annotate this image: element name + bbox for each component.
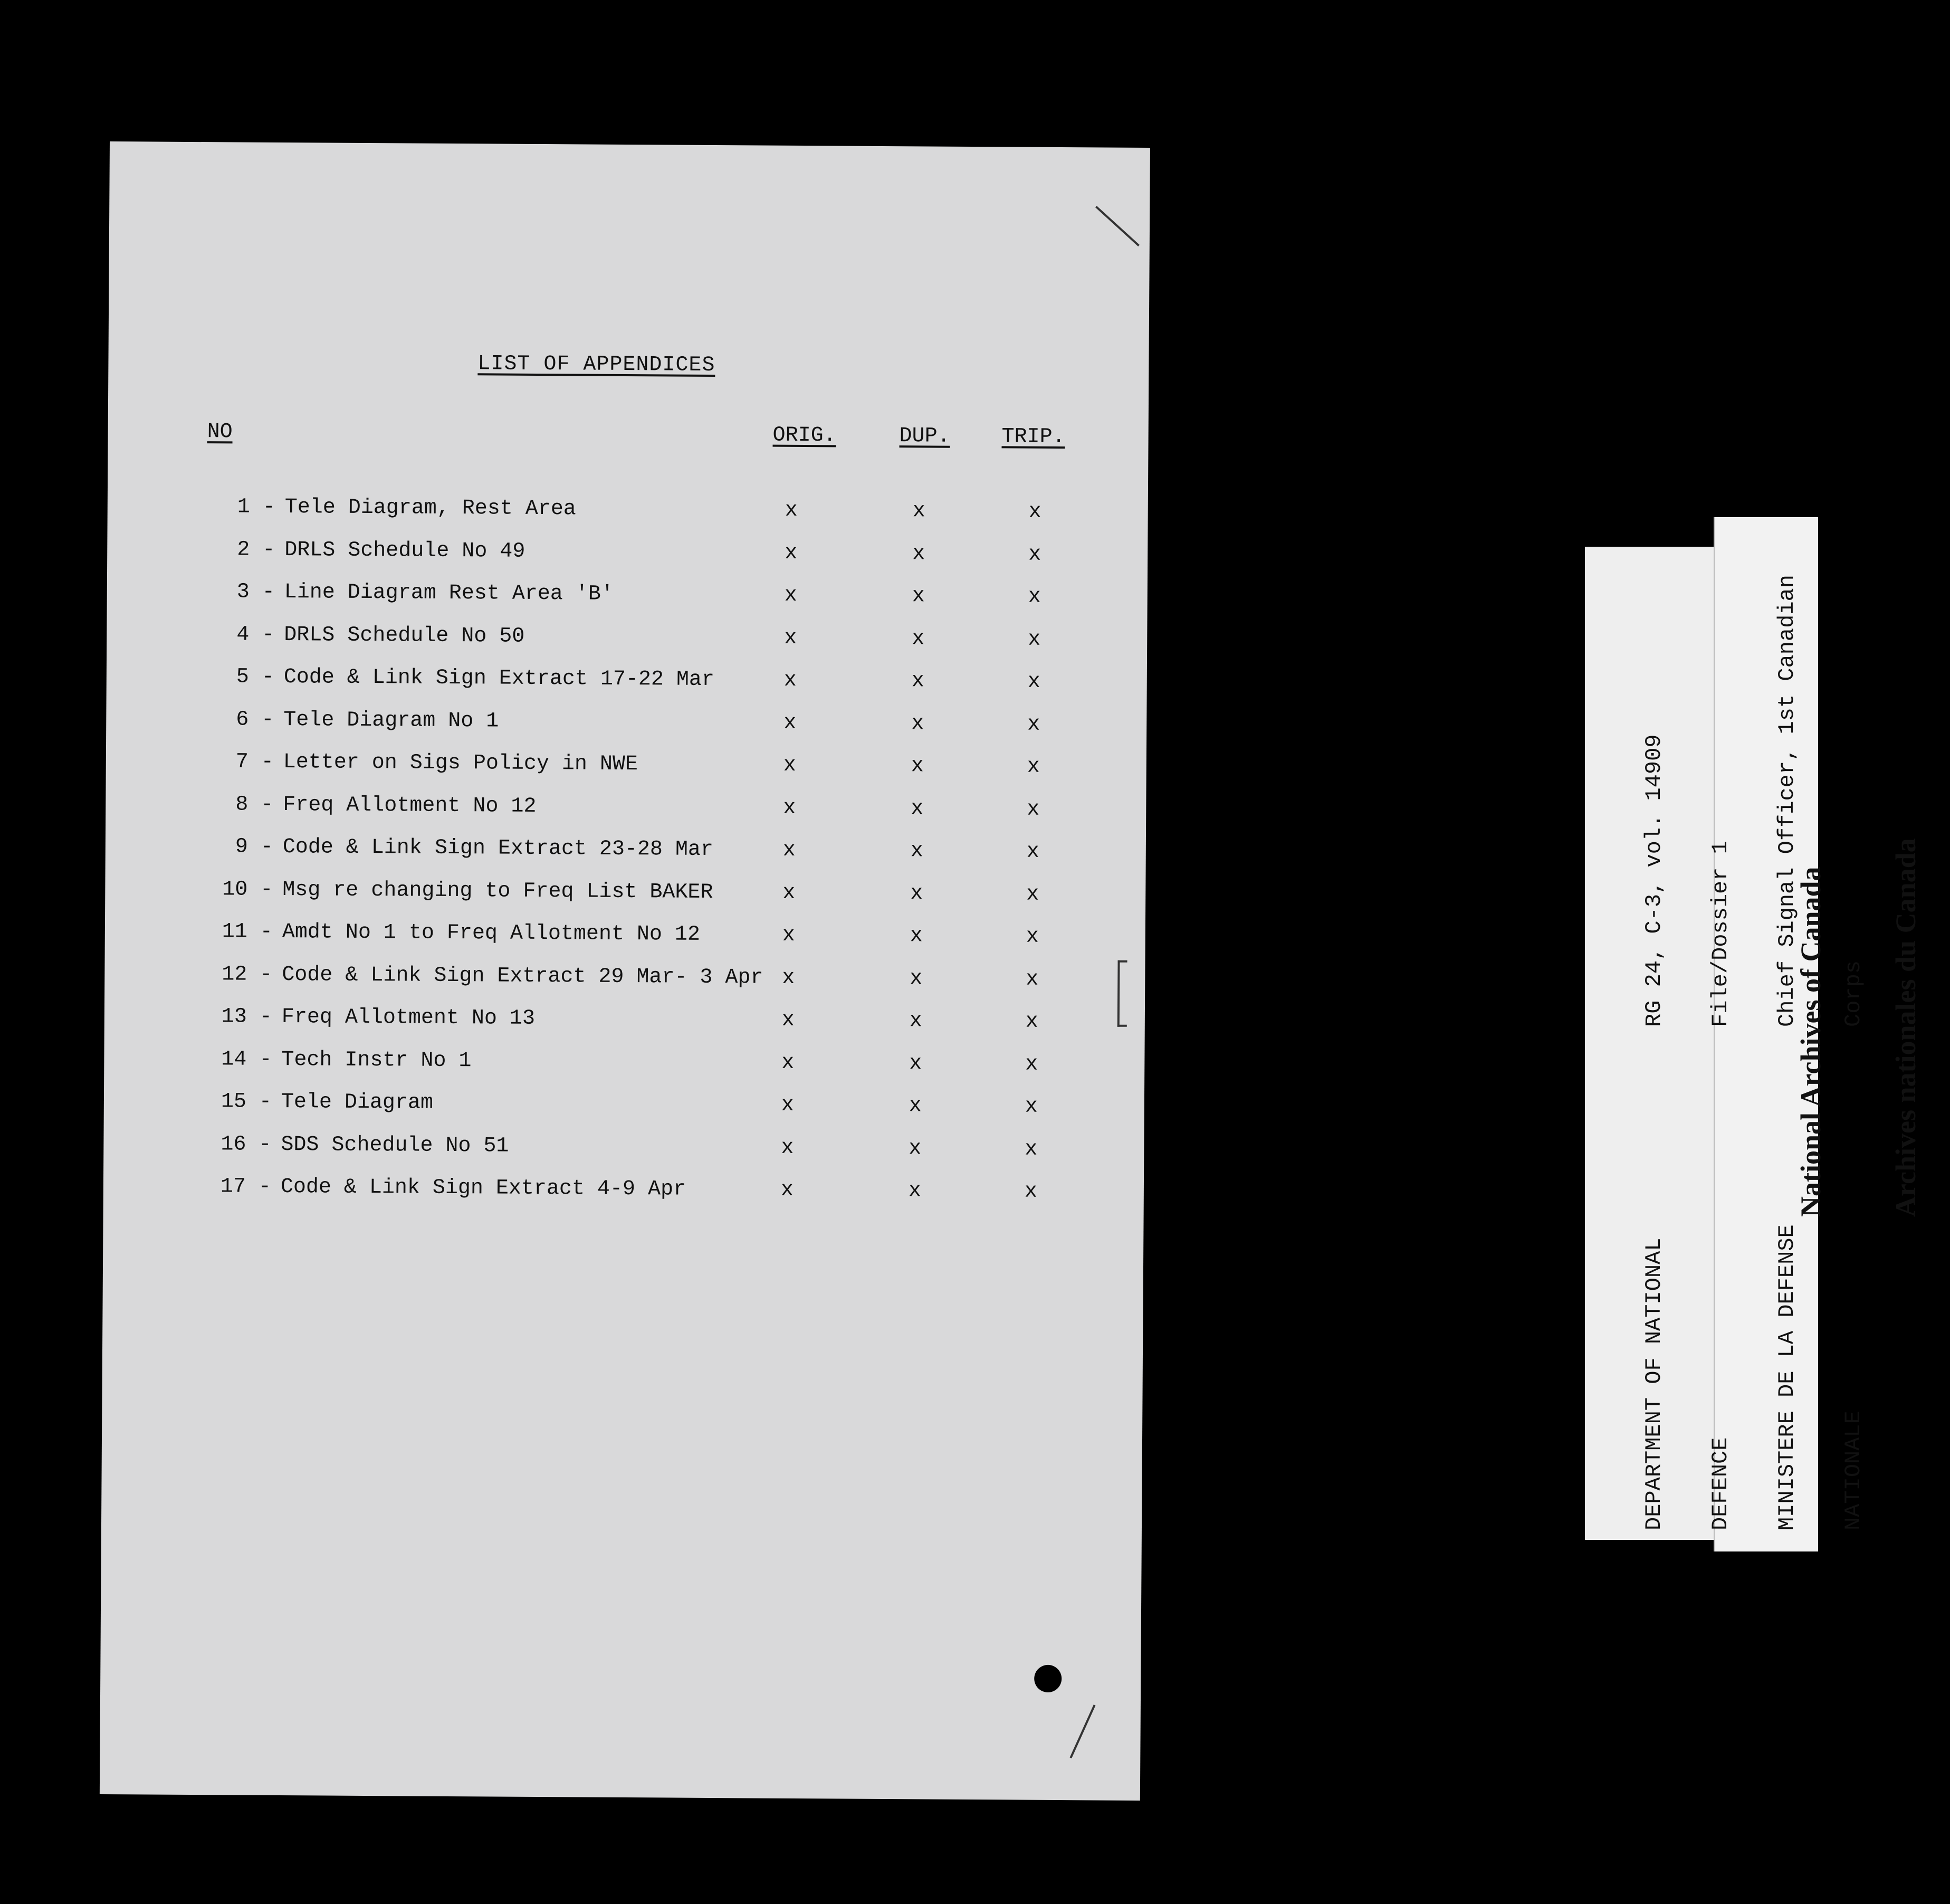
orig-mark: x xyxy=(780,1178,794,1202)
reference-line: Corps xyxy=(1841,960,1866,1027)
dup-mark: x xyxy=(909,1094,922,1118)
appendix-title: Tele Diagram xyxy=(281,1090,434,1115)
dup-mark: x xyxy=(911,669,924,693)
appendix-title: Freq Allotment No 13 xyxy=(281,1005,536,1031)
appendix-number: 17 - xyxy=(220,1175,272,1199)
orig-mark: x xyxy=(782,838,796,862)
reference-line: File/Dossier 1 xyxy=(1708,841,1733,1027)
reference-line: Chief Signal Officer, 1st Canadian xyxy=(1774,575,1800,1027)
trip-mark: x xyxy=(1025,1094,1038,1119)
appendix-title: Tele Diagram, Rest Area xyxy=(284,496,576,521)
appendix-number: 3 - xyxy=(236,580,275,604)
trip-mark: x xyxy=(1028,627,1041,652)
appendix-number: 12 - xyxy=(222,962,273,987)
archives-name-fr: Archives nationales du Canada xyxy=(1890,838,1922,1217)
department-line: DEFENCE xyxy=(1708,1437,1733,1530)
list-item xyxy=(107,666,1147,709)
dup-mark: x xyxy=(909,1051,922,1075)
column-header-dup: DUP. xyxy=(899,424,950,449)
department-line: DEPARTMENT OF NATIONAL xyxy=(1641,1237,1667,1530)
list-item xyxy=(103,1176,1144,1219)
appendix-title: DRLS Schedule No 49 xyxy=(284,538,525,564)
appendix-number: 4 - xyxy=(236,622,275,647)
appendix-title: Msg re changing to Freq List BAKER xyxy=(282,878,713,905)
orig-mark: x xyxy=(785,541,798,565)
appendix-number: 15 - xyxy=(221,1090,272,1114)
appendix-number: 2 - xyxy=(237,537,275,562)
trip-mark: x xyxy=(1025,1010,1038,1034)
dup-mark: x xyxy=(910,881,923,906)
orig-mark: x xyxy=(783,753,796,777)
column-header-no: NO xyxy=(207,420,233,444)
dup-mark: x xyxy=(911,796,924,821)
punch-hole xyxy=(1034,1665,1062,1692)
list-item xyxy=(103,1133,1144,1176)
appendix-title: Code & Link Sign Extract 23-28 Mar xyxy=(282,835,714,862)
list-item xyxy=(105,878,1145,921)
list-item xyxy=(107,581,1147,624)
orig-mark: x xyxy=(781,1008,795,1032)
trip-mark: x xyxy=(1026,925,1039,949)
appendix-number: 14 - xyxy=(221,1047,272,1072)
pen-mark xyxy=(1095,206,1140,246)
orig-mark: x xyxy=(781,1093,795,1117)
list-item xyxy=(107,623,1147,667)
orig-mark: x xyxy=(782,923,795,947)
trip-mark: x xyxy=(1027,670,1040,694)
dup-mark: x xyxy=(911,754,924,778)
dup-mark: x xyxy=(908,1179,922,1203)
appendix-title: Tech Instr No 1 xyxy=(281,1048,472,1073)
document-page xyxy=(100,141,1150,1801)
dup-mark: x xyxy=(912,541,925,566)
dup-mark: x xyxy=(910,839,923,863)
dup-mark: x xyxy=(912,584,925,608)
orig-mark: x xyxy=(784,626,797,650)
trip-mark: x xyxy=(1027,797,1040,822)
appendix-number: 6 - xyxy=(236,707,274,732)
appendix-number: 1 - xyxy=(237,495,275,519)
orig-mark: x xyxy=(783,711,797,735)
list-item xyxy=(106,708,1146,751)
orig-mark: x xyxy=(782,966,795,990)
dup-mark: x xyxy=(912,499,925,523)
appendix-number: 16 - xyxy=(221,1132,272,1157)
trip-mark: x xyxy=(1024,1179,1038,1204)
trip-mark: x xyxy=(1027,755,1040,779)
column-header-orig: ORIG. xyxy=(772,423,836,448)
pen-mark xyxy=(1070,1705,1096,1758)
dup-mark: x xyxy=(909,1009,922,1033)
appendix-title: Tele Diagram No 1 xyxy=(283,708,499,734)
department-line: MINISTERE DE LA DEFENSE xyxy=(1774,1224,1800,1530)
orig-mark: x xyxy=(781,1051,795,1075)
list-item xyxy=(107,496,1148,539)
appendix-title: Code & Link Sign Extract 29 Mar- 3 Apr xyxy=(282,963,763,990)
archives-name xyxy=(1732,838,1950,1217)
department-text xyxy=(1599,1224,1887,1530)
orig-mark: x xyxy=(782,881,796,905)
orig-mark: x xyxy=(785,498,798,522)
trip-mark: x xyxy=(1025,1052,1038,1077)
appendix-number: 10 - xyxy=(222,877,273,902)
appendix-title: Code & Link Sign Extract 17-22 Mar xyxy=(283,665,715,692)
appendix-number: 7 - xyxy=(235,750,274,774)
list-item xyxy=(104,1048,1144,1091)
orig-mark: x xyxy=(783,668,797,692)
appendix-title: Freq Allotment No 12 xyxy=(283,793,537,818)
orig-mark: x xyxy=(784,583,797,607)
appendix-title: SDS Schedule No 51 xyxy=(281,1132,509,1158)
list-item xyxy=(104,963,1145,1006)
appendix-title: Letter on Sigs Policy in NWE xyxy=(283,750,638,777)
trip-mark: x xyxy=(1026,967,1039,992)
archives-name-en: National Archives of Canada xyxy=(1795,867,1827,1217)
list-item xyxy=(107,538,1148,582)
list-item xyxy=(104,1091,1144,1134)
trip-mark: x xyxy=(1028,542,1041,567)
dup-mark: x xyxy=(910,966,923,991)
appendix-number: 13 - xyxy=(221,1005,273,1029)
appendix-title: Amdt No 1 to Freq Allotment No 12 xyxy=(282,920,701,947)
list-item xyxy=(104,1006,1145,1049)
list-item xyxy=(105,921,1145,964)
appendix-number: 9 - xyxy=(235,835,273,859)
trip-mark: x xyxy=(1027,712,1040,737)
pen-bracket-mark xyxy=(1117,960,1127,1027)
list-item xyxy=(106,751,1146,794)
appendix-title: Code & Link Sign Extract 4-9 Apr xyxy=(280,1175,686,1202)
appendix-title: DRLS Schedule No 50 xyxy=(284,623,525,649)
appendix-number: 5 - xyxy=(236,665,274,689)
appendix-title: Line Diagram Rest Area 'B' xyxy=(284,580,614,606)
reference-line: RG 24, C-3, vol. 14909 xyxy=(1641,734,1667,1027)
dup-mark: x xyxy=(911,711,924,736)
list-item xyxy=(106,836,1146,879)
orig-mark: x xyxy=(781,1136,794,1160)
dup-mark: x xyxy=(910,924,923,948)
orig-mark: x xyxy=(783,796,796,820)
appendix-number: 11 - xyxy=(222,920,273,944)
trip-mark: x xyxy=(1026,882,1039,907)
trip-mark: x xyxy=(1028,585,1041,609)
trip-mark: x xyxy=(1025,1137,1038,1162)
list-item xyxy=(106,793,1146,836)
trip-mark: x xyxy=(1028,500,1041,524)
trip-mark: x xyxy=(1026,840,1039,864)
department-line: NATIONALE xyxy=(1841,1411,1866,1530)
dup-mark: x xyxy=(912,626,925,651)
dup-mark: x xyxy=(909,1136,922,1160)
appendix-number: 8 - xyxy=(235,792,274,817)
document-title: LIST OF APPENDICES xyxy=(477,352,715,378)
column-header-trip: TRIP. xyxy=(1001,425,1065,450)
